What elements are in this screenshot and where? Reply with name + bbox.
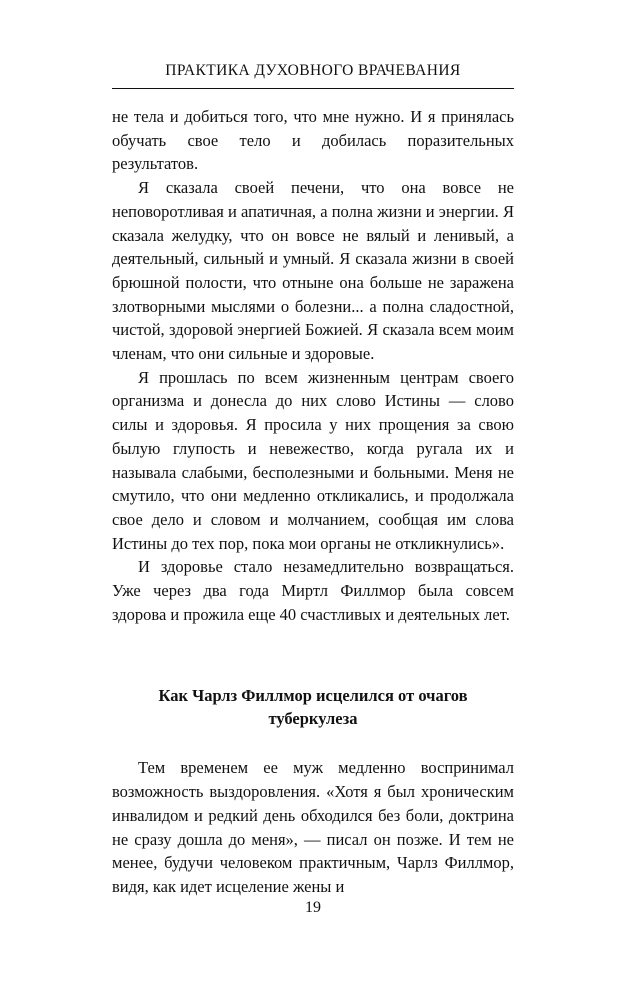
header-rule [112,88,514,89]
page-number: 19 [305,899,321,916]
book-page [112,60,514,960]
paragraph: И здоровье стало незамедлительно возвращаться. Уже через два года Миртл Филлмор была совсем здорова и прожила еще 40 счастливых и деятельных лет. [112,557,514,624]
paragraph: Тем временем ее муж медленно воспринимал возможность выздоровления. «Хотя я был хроническим инвалидом и редкий день обходился без боли, доктрина не сразу дошла до меня», — писал он позже. И тем не менее, будучи человеком практичным, Чарлз Филлмор, видя, как идет исцеление жены и [112,758,514,896]
running-header: ПРАКТИКА ДУХОВНОГО ВРАЧЕВАНИЯ [165,62,461,79]
section-heading-line: туберкулеза [268,709,358,729]
paragraph: Я сказала своей печени, что она вовсе не неповоротливая и апатичная, а полна жизни и энергии. Я сказала желудку, что он вовсе не вялый и ленивый, а деятельный, сильный и умный. Я сказала жизни в своей брюшной полости, что отныне она больше не заражена злотворными мыслями о болезни... а полна сладостной, чистой, здоровой энергией Божией. Я сказала всем моим членам, что они сильные и здоровые. [112,178,514,364]
paragraph: не тела и добиться того, что мне нужно. И я принялась обучать свое тело и добилась поразительных результатов. [112,107,514,174]
section-heading-line: Как Чарлз Филлмор исцелился от очагов [158,686,468,706]
section-heading [112,684,514,730]
body-text-before-section [112,105,514,626]
body-text-after-section [112,756,514,898]
paragraph: Я прошлась по всем жизненным центрам своего организма и донесла до них слово Истины — слово силы и здоровья. Я просила у них прощения за свою былую глупость и невежество, когда ругала их и называла слабыми, бесполезными и больными. Меня не смутило, что они медленно откликались, и продолжала свое дело и словом и молчанием, сообщая им слова Истины до тех пор, пока мои органы не откликнулись». [112,367,514,553]
